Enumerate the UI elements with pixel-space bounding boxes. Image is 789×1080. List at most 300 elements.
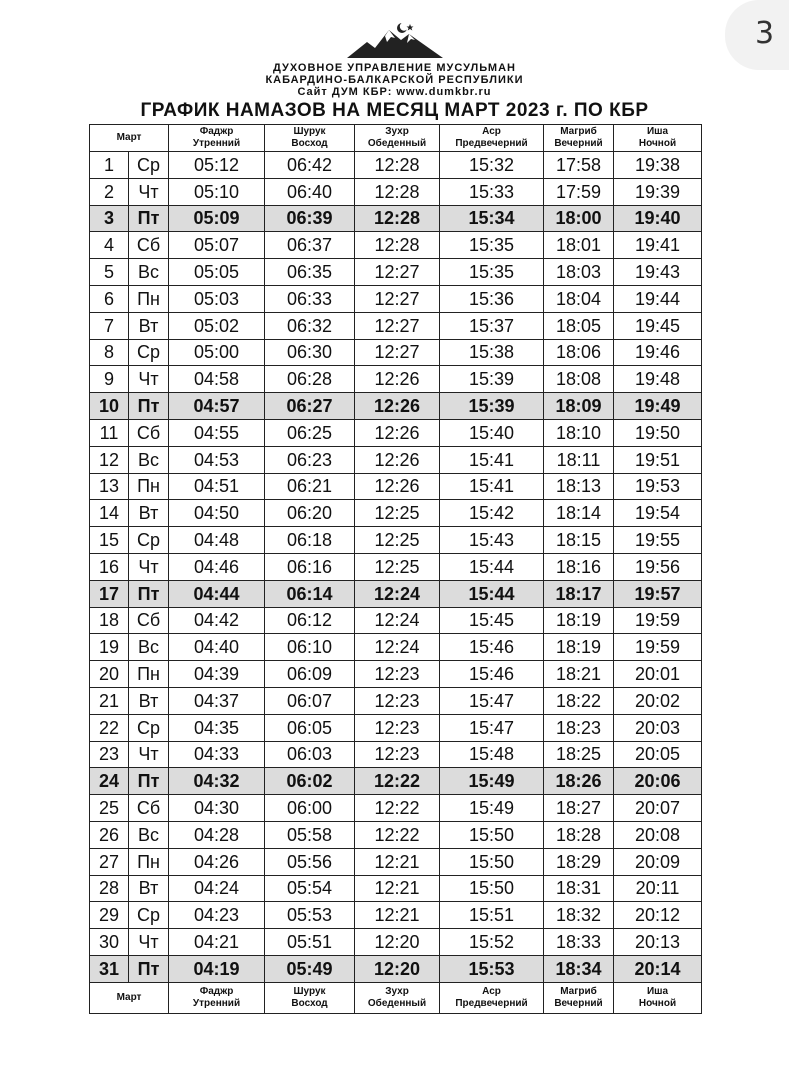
cell-day: 5 bbox=[90, 259, 129, 286]
cell-zuhr: 12:27 bbox=[355, 312, 440, 339]
cell-fajr: 04:24 bbox=[169, 875, 265, 902]
cell-isha: 20:03 bbox=[614, 714, 702, 741]
cell-asr: 15:49 bbox=[440, 768, 544, 795]
cell-shuruk: 06:32 bbox=[265, 312, 355, 339]
cell-zuhr: 12:28 bbox=[355, 178, 440, 205]
cell-fajr: 04:32 bbox=[169, 768, 265, 795]
cell-shuruk: 06:40 bbox=[265, 178, 355, 205]
table-row bbox=[90, 312, 702, 339]
col-isha: Иша Ночной bbox=[614, 125, 702, 152]
cell-fajr: 04:39 bbox=[169, 661, 265, 688]
cell-asr: 15:33 bbox=[440, 178, 544, 205]
col-fajr: Фаджр Утренний bbox=[169, 125, 265, 152]
cell-maghrib: 18:03 bbox=[544, 259, 614, 286]
cell-fajr: 04:30 bbox=[169, 795, 265, 822]
cell-zuhr: 12:25 bbox=[355, 527, 440, 554]
cell-fajr: 04:40 bbox=[169, 634, 265, 661]
cell-zuhr: 12:28 bbox=[355, 232, 440, 259]
cell-asr: 15:35 bbox=[440, 232, 544, 259]
cell-maghrib: 18:19 bbox=[544, 634, 614, 661]
cell-fajr: 04:28 bbox=[169, 821, 265, 848]
cell-wd: Сб bbox=[129, 795, 169, 822]
cell-zuhr: 12:21 bbox=[355, 848, 440, 875]
cell-fajr: 05:09 bbox=[169, 205, 265, 232]
cell-wd: Чт bbox=[129, 178, 169, 205]
cell-zuhr: 12:24 bbox=[355, 607, 440, 634]
cell-maghrib: 18:29 bbox=[544, 848, 614, 875]
cell-wd: Ср bbox=[129, 902, 169, 929]
cell-asr: 15:43 bbox=[440, 527, 544, 554]
col-asr: Аср Предвечерний bbox=[440, 982, 544, 1013]
cell-maghrib: 18:34 bbox=[544, 955, 614, 982]
cell-asr: 15:45 bbox=[440, 607, 544, 634]
cell-fajr: 04:44 bbox=[169, 580, 265, 607]
cell-fajr: 05:10 bbox=[169, 178, 265, 205]
cell-fajr: 05:00 bbox=[169, 339, 265, 366]
cell-wd: Вс bbox=[129, 821, 169, 848]
cell-wd: Чт bbox=[129, 553, 169, 580]
cell-wd: Ср bbox=[129, 339, 169, 366]
cell-zuhr: 12:24 bbox=[355, 634, 440, 661]
cell-maghrib: 18:10 bbox=[544, 419, 614, 446]
cell-day: 16 bbox=[90, 553, 129, 580]
cell-isha: 19:43 bbox=[614, 259, 702, 286]
cell-isha: 19:48 bbox=[614, 366, 702, 393]
table-row bbox=[90, 366, 702, 393]
cell-asr: 15:41 bbox=[440, 446, 544, 473]
col-zuhr: Зухр Обеденный bbox=[355, 982, 440, 1013]
cell-maghrib: 17:59 bbox=[544, 178, 614, 205]
cell-zuhr: 12:22 bbox=[355, 795, 440, 822]
cell-maghrib: 18:09 bbox=[544, 393, 614, 420]
cell-day: 1 bbox=[90, 152, 129, 179]
cell-asr: 15:38 bbox=[440, 339, 544, 366]
cell-zuhr: 12:25 bbox=[355, 553, 440, 580]
cell-day: 15 bbox=[90, 527, 129, 554]
cell-zuhr: 12:20 bbox=[355, 955, 440, 982]
cell-maghrib: 18:08 bbox=[544, 366, 614, 393]
cell-zuhr: 12:20 bbox=[355, 929, 440, 956]
cell-wd: Чт bbox=[129, 741, 169, 768]
cell-zuhr: 12:23 bbox=[355, 714, 440, 741]
col-shuruk: Шурук Восход bbox=[265, 125, 355, 152]
cell-fajr: 04:48 bbox=[169, 527, 265, 554]
cell-fajr: 04:58 bbox=[169, 366, 265, 393]
org-name-line2: КАБАРДИНО-БАЛКАРСКОЙ РЕСПУБЛИКИ bbox=[265, 74, 524, 86]
cell-fajr: 05:03 bbox=[169, 285, 265, 312]
table-row bbox=[90, 500, 702, 527]
cell-day: 24 bbox=[90, 768, 129, 795]
table-row bbox=[90, 580, 702, 607]
cell-isha: 20:08 bbox=[614, 821, 702, 848]
col-zuhr: Зухр Обеденный bbox=[355, 125, 440, 152]
cell-wd: Вт bbox=[129, 500, 169, 527]
cell-asr: 15:47 bbox=[440, 687, 544, 714]
table-row bbox=[90, 634, 702, 661]
prayer-schedule-table bbox=[89, 124, 702, 1014]
cell-wd: Ср bbox=[129, 152, 169, 179]
cell-wd: Сб bbox=[129, 607, 169, 634]
cell-shuruk: 05:58 bbox=[265, 821, 355, 848]
cell-day: 3 bbox=[90, 205, 129, 232]
cell-wd: Вт bbox=[129, 312, 169, 339]
cell-isha: 19:40 bbox=[614, 205, 702, 232]
cell-day: 23 bbox=[90, 741, 129, 768]
table-footer-header bbox=[90, 982, 702, 1013]
table-row bbox=[90, 848, 702, 875]
cell-wd: Ср bbox=[129, 714, 169, 741]
page-number-badge bbox=[725, 0, 789, 70]
cell-maghrib: 18:26 bbox=[544, 768, 614, 795]
cell-shuruk: 06:05 bbox=[265, 714, 355, 741]
col-month: Март bbox=[90, 982, 169, 1013]
cell-shuruk: 06:30 bbox=[265, 339, 355, 366]
cell-day: 2 bbox=[90, 178, 129, 205]
cell-asr: 15:41 bbox=[440, 473, 544, 500]
cell-shuruk: 06:00 bbox=[265, 795, 355, 822]
cell-maghrib: 18:15 bbox=[544, 527, 614, 554]
cell-shuruk: 06:39 bbox=[265, 205, 355, 232]
cell-fajr: 04:33 bbox=[169, 741, 265, 768]
cell-zuhr: 12:22 bbox=[355, 821, 440, 848]
cell-fajr: 04:55 bbox=[169, 419, 265, 446]
table-row bbox=[90, 553, 702, 580]
cell-day: 9 bbox=[90, 366, 129, 393]
cell-asr: 15:50 bbox=[440, 821, 544, 848]
cell-isha: 19:53 bbox=[614, 473, 702, 500]
cell-wd: Пн bbox=[129, 848, 169, 875]
cell-maghrib: 18:13 bbox=[544, 473, 614, 500]
cell-isha: 19:57 bbox=[614, 580, 702, 607]
col-fajr: Фаджр Утренний bbox=[169, 982, 265, 1013]
cell-wd: Сб bbox=[129, 419, 169, 446]
cell-zuhr: 12:21 bbox=[355, 875, 440, 902]
cell-zuhr: 12:26 bbox=[355, 366, 440, 393]
cell-wd: Вс bbox=[129, 259, 169, 286]
cell-asr: 15:32 bbox=[440, 152, 544, 179]
cell-wd: Пн bbox=[129, 473, 169, 500]
cell-day: 11 bbox=[90, 419, 129, 446]
cell-asr: 15:39 bbox=[440, 393, 544, 420]
cell-maghrib: 18:31 bbox=[544, 875, 614, 902]
cell-asr: 15:42 bbox=[440, 500, 544, 527]
cell-day: 25 bbox=[90, 795, 129, 822]
cell-wd: Ср bbox=[129, 527, 169, 554]
cell-maghrib: 18:05 bbox=[544, 312, 614, 339]
cell-maghrib: 18:01 bbox=[544, 232, 614, 259]
table-row bbox=[90, 875, 702, 902]
table-row bbox=[90, 446, 702, 473]
cell-shuruk: 06:28 bbox=[265, 366, 355, 393]
cell-wd: Чт bbox=[129, 366, 169, 393]
cell-shuruk: 06:07 bbox=[265, 687, 355, 714]
cell-maghrib: 18:19 bbox=[544, 607, 614, 634]
cell-isha: 19:54 bbox=[614, 500, 702, 527]
table-row bbox=[90, 902, 702, 929]
cell-isha: 19:46 bbox=[614, 339, 702, 366]
cell-day: 6 bbox=[90, 285, 129, 312]
cell-fajr: 05:02 bbox=[169, 312, 265, 339]
cell-isha: 20:05 bbox=[614, 741, 702, 768]
cell-fajr: 04:23 bbox=[169, 902, 265, 929]
cell-maghrib: 18:14 bbox=[544, 500, 614, 527]
cell-zuhr: 12:26 bbox=[355, 473, 440, 500]
cell-day: 7 bbox=[90, 312, 129, 339]
cell-maghrib: 18:06 bbox=[544, 339, 614, 366]
col-asr: Аср Предвечерний bbox=[440, 125, 544, 152]
cell-day: 28 bbox=[90, 875, 129, 902]
cell-shuruk: 05:54 bbox=[265, 875, 355, 902]
cell-asr: 15:46 bbox=[440, 661, 544, 688]
cell-fajr: 05:05 bbox=[169, 259, 265, 286]
table-row bbox=[90, 929, 702, 956]
cell-day: 31 bbox=[90, 955, 129, 982]
table-row bbox=[90, 607, 702, 634]
cell-wd: Вс bbox=[129, 446, 169, 473]
cell-fajr: 04:57 bbox=[169, 393, 265, 420]
cell-zuhr: 12:27 bbox=[355, 339, 440, 366]
cell-asr: 15:51 bbox=[440, 902, 544, 929]
cell-wd: Сб bbox=[129, 232, 169, 259]
cell-day: 10 bbox=[90, 393, 129, 420]
table-row bbox=[90, 419, 702, 446]
table-row bbox=[90, 821, 702, 848]
cell-asr: 15:44 bbox=[440, 553, 544, 580]
cell-isha: 20:01 bbox=[614, 661, 702, 688]
cell-isha: 19:44 bbox=[614, 285, 702, 312]
cell-fajr: 04:19 bbox=[169, 955, 265, 982]
table-row bbox=[90, 473, 702, 500]
cell-asr: 15:34 bbox=[440, 205, 544, 232]
cell-shuruk: 06:33 bbox=[265, 285, 355, 312]
cell-asr: 15:52 bbox=[440, 929, 544, 956]
cell-shuruk: 06:27 bbox=[265, 393, 355, 420]
cell-wd: Вт bbox=[129, 875, 169, 902]
cell-maghrib: 18:32 bbox=[544, 902, 614, 929]
cell-fajr: 04:21 bbox=[169, 929, 265, 956]
cell-fajr: 04:35 bbox=[169, 714, 265, 741]
col-shuruk: Шурук Восход bbox=[265, 982, 355, 1013]
cell-fajr: 04:53 bbox=[169, 446, 265, 473]
cell-shuruk: 06:14 bbox=[265, 580, 355, 607]
cell-zuhr: 12:26 bbox=[355, 446, 440, 473]
cell-shuruk: 06:10 bbox=[265, 634, 355, 661]
cell-shuruk: 06:03 bbox=[265, 741, 355, 768]
table-row bbox=[90, 527, 702, 554]
cell-maghrib: 18:28 bbox=[544, 821, 614, 848]
cell-zuhr: 12:28 bbox=[355, 152, 440, 179]
cell-day: 21 bbox=[90, 687, 129, 714]
cell-zuhr: 12:26 bbox=[355, 393, 440, 420]
cell-isha: 20:13 bbox=[614, 929, 702, 956]
col-maghrib: Магриб Вечерний bbox=[544, 125, 614, 152]
cell-shuruk: 06:35 bbox=[265, 259, 355, 286]
cell-shuruk: 05:56 bbox=[265, 848, 355, 875]
col-maghrib: Магриб Вечерний bbox=[544, 982, 614, 1013]
cell-shuruk: 06:02 bbox=[265, 768, 355, 795]
cell-wd: Чт bbox=[129, 929, 169, 956]
cell-day: 29 bbox=[90, 902, 129, 929]
mountain-crescent-logo-icon bbox=[345, 20, 445, 62]
cell-isha: 20:11 bbox=[614, 875, 702, 902]
cell-asr: 15:50 bbox=[440, 875, 544, 902]
cell-day: 27 bbox=[90, 848, 129, 875]
table-row bbox=[90, 661, 702, 688]
cell-shuruk: 06:20 bbox=[265, 500, 355, 527]
cell-zuhr: 12:23 bbox=[355, 741, 440, 768]
cell-asr: 15:36 bbox=[440, 285, 544, 312]
org-website: Сайт ДУМ КБР: www.dumkbr.ru bbox=[297, 86, 492, 98]
cell-shuruk: 05:53 bbox=[265, 902, 355, 929]
cell-asr: 15:46 bbox=[440, 634, 544, 661]
cell-isha: 20:12 bbox=[614, 902, 702, 929]
cell-maghrib: 18:17 bbox=[544, 580, 614, 607]
col-isha: Иша Ночной bbox=[614, 982, 702, 1013]
cell-asr: 15:37 bbox=[440, 312, 544, 339]
page-title: ГРАФИК НАМАЗОВ НА МЕСЯЦ МАРТ 2023 г. ПО КБР bbox=[140, 100, 649, 121]
cell-wd: Пт bbox=[129, 768, 169, 795]
cell-isha: 20:09 bbox=[614, 848, 702, 875]
cell-fajr: 05:12 bbox=[169, 152, 265, 179]
cell-day: 26 bbox=[90, 821, 129, 848]
cell-day: 4 bbox=[90, 232, 129, 259]
cell-asr: 15:49 bbox=[440, 795, 544, 822]
cell-maghrib: 18:04 bbox=[544, 285, 614, 312]
table-row bbox=[90, 795, 702, 822]
cell-isha: 19:56 bbox=[614, 553, 702, 580]
table-row bbox=[90, 687, 702, 714]
cell-asr: 15:50 bbox=[440, 848, 544, 875]
table-header bbox=[90, 125, 702, 152]
cell-fajr: 04:26 bbox=[169, 848, 265, 875]
cell-isha: 19:45 bbox=[614, 312, 702, 339]
cell-zuhr: 12:22 bbox=[355, 768, 440, 795]
cell-zuhr: 12:28 bbox=[355, 205, 440, 232]
cell-shuruk: 06:12 bbox=[265, 607, 355, 634]
cell-isha: 19:49 bbox=[614, 393, 702, 420]
table-row bbox=[90, 178, 702, 205]
cell-zuhr: 12:23 bbox=[355, 687, 440, 714]
cell-fajr: 04:42 bbox=[169, 607, 265, 634]
cell-day: 18 bbox=[90, 607, 129, 634]
cell-isha: 20:14 bbox=[614, 955, 702, 982]
cell-fajr: 05:07 bbox=[169, 232, 265, 259]
cell-asr: 15:39 bbox=[440, 366, 544, 393]
cell-maghrib: 18:00 bbox=[544, 205, 614, 232]
cell-isha: 20:02 bbox=[614, 687, 702, 714]
cell-wd: Пт bbox=[129, 205, 169, 232]
org-name-line1: ДУХОВНОЕ УПРАВЛЕНИЕ МУСУЛЬМАН bbox=[273, 62, 516, 74]
cell-day: 30 bbox=[90, 929, 129, 956]
cell-asr: 15:53 bbox=[440, 955, 544, 982]
table-row bbox=[90, 232, 702, 259]
cell-shuruk: 06:21 bbox=[265, 473, 355, 500]
cell-maghrib: 18:21 bbox=[544, 661, 614, 688]
table-row bbox=[90, 393, 702, 420]
cell-asr: 15:40 bbox=[440, 419, 544, 446]
cell-isha: 19:55 bbox=[614, 527, 702, 554]
cell-maghrib: 18:25 bbox=[544, 741, 614, 768]
cell-shuruk: 06:42 bbox=[265, 152, 355, 179]
cell-maghrib: 18:16 bbox=[544, 553, 614, 580]
cell-fajr: 04:46 bbox=[169, 553, 265, 580]
cell-isha: 19:59 bbox=[614, 607, 702, 634]
cell-zuhr: 12:24 bbox=[355, 580, 440, 607]
cell-asr: 15:47 bbox=[440, 714, 544, 741]
col-month: Март bbox=[90, 125, 169, 152]
cell-shuruk: 06:25 bbox=[265, 419, 355, 446]
cell-isha: 19:51 bbox=[614, 446, 702, 473]
cell-wd: Пт bbox=[129, 393, 169, 420]
cell-maghrib: 18:22 bbox=[544, 687, 614, 714]
table-row bbox=[90, 339, 702, 366]
cell-isha: 19:39 bbox=[614, 178, 702, 205]
cell-wd: Пт bbox=[129, 580, 169, 607]
cell-zuhr: 12:26 bbox=[355, 419, 440, 446]
table-row bbox=[90, 741, 702, 768]
cell-day: 19 bbox=[90, 634, 129, 661]
cell-isha: 19:38 bbox=[614, 152, 702, 179]
cell-day: 20 bbox=[90, 661, 129, 688]
cell-fajr: 04:50 bbox=[169, 500, 265, 527]
cell-wd: Вс bbox=[129, 634, 169, 661]
page-number: 3 bbox=[755, 16, 775, 51]
cell-maghrib: 18:23 bbox=[544, 714, 614, 741]
table-row bbox=[90, 955, 702, 982]
cell-asr: 15:44 bbox=[440, 580, 544, 607]
table-row bbox=[90, 152, 702, 179]
cell-isha: 19:50 bbox=[614, 419, 702, 446]
cell-shuruk: 06:16 bbox=[265, 553, 355, 580]
cell-shuruk: 06:37 bbox=[265, 232, 355, 259]
cell-day: 17 bbox=[90, 580, 129, 607]
cell-isha: 20:07 bbox=[614, 795, 702, 822]
cell-zuhr: 12:21 bbox=[355, 902, 440, 929]
cell-asr: 15:48 bbox=[440, 741, 544, 768]
cell-wd: Пн bbox=[129, 285, 169, 312]
cell-wd: Пн bbox=[129, 661, 169, 688]
cell-fajr: 04:51 bbox=[169, 473, 265, 500]
cell-wd: Пт bbox=[129, 955, 169, 982]
cell-asr: 15:35 bbox=[440, 259, 544, 286]
cell-day: 12 bbox=[90, 446, 129, 473]
table-row bbox=[90, 768, 702, 795]
cell-shuruk: 06:23 bbox=[265, 446, 355, 473]
cell-day: 22 bbox=[90, 714, 129, 741]
table-row bbox=[90, 205, 702, 232]
cell-maghrib: 18:11 bbox=[544, 446, 614, 473]
cell-zuhr: 12:27 bbox=[355, 259, 440, 286]
cell-shuruk: 06:18 bbox=[265, 527, 355, 554]
cell-isha: 19:59 bbox=[614, 634, 702, 661]
cell-shuruk: 05:49 bbox=[265, 955, 355, 982]
cell-zuhr: 12:25 bbox=[355, 500, 440, 527]
cell-isha: 20:06 bbox=[614, 768, 702, 795]
cell-fajr: 04:37 bbox=[169, 687, 265, 714]
cell-isha: 19:41 bbox=[614, 232, 702, 259]
cell-zuhr: 12:23 bbox=[355, 661, 440, 688]
cell-maghrib: 17:58 bbox=[544, 152, 614, 179]
cell-maghrib: 18:27 bbox=[544, 795, 614, 822]
cell-wd: Вт bbox=[129, 687, 169, 714]
table-row bbox=[90, 259, 702, 286]
cell-shuruk: 06:09 bbox=[265, 661, 355, 688]
cell-day: 8 bbox=[90, 339, 129, 366]
cell-zuhr: 12:27 bbox=[355, 285, 440, 312]
cell-shuruk: 05:51 bbox=[265, 929, 355, 956]
cell-day: 14 bbox=[90, 500, 129, 527]
cell-maghrib: 18:33 bbox=[544, 929, 614, 956]
